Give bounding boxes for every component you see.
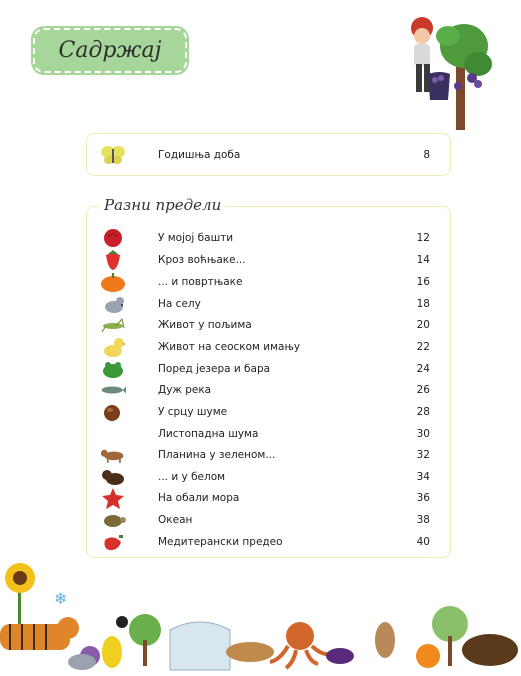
strawberry-icon	[100, 249, 126, 271]
toc-entry[interactable]	[100, 381, 430, 402]
mouse-icon	[68, 654, 96, 670]
toc-entry-page: 26	[416, 384, 430, 396]
pepper-icon	[100, 531, 126, 553]
bear-cub-icon	[100, 466, 126, 488]
toc-entry-label: Поред језера и бара	[158, 363, 271, 375]
toc-entry-label: Океан	[158, 514, 193, 526]
toc-entry-label: ... и у белом	[158, 471, 226, 483]
nature-footer-illustration	[0, 560, 521, 676]
frog-icon	[100, 358, 126, 380]
toc-entry-label: Листопадна шума	[158, 428, 259, 440]
toc-entry[interactable]	[100, 273, 430, 294]
toc-entry-label: Живот у пољима	[158, 319, 252, 331]
chestnut-icon	[100, 401, 126, 423]
spider-icon	[116, 616, 128, 628]
toc-entry[interactable]	[100, 446, 430, 467]
toc-entry-label: На обали мора	[158, 492, 240, 504]
toc-entry[interactable]	[100, 146, 430, 167]
toc-entry-page: 32	[416, 449, 430, 461]
toc-entry[interactable]	[100, 229, 430, 250]
toc-entry-page: 38	[416, 514, 430, 526]
toc-entry-page: 12	[416, 232, 430, 244]
toc-entry-label: У мојој башти	[158, 232, 234, 244]
toc-entry-page: 36	[416, 492, 430, 504]
toc-entry-label: Кроз воћњаке...	[158, 254, 246, 266]
toc-entry-page: 8	[423, 149, 430, 161]
toc-entry[interactable]	[100, 511, 430, 532]
lynx-icon	[100, 444, 126, 466]
banana-icon	[102, 636, 122, 668]
pumpkin-icon	[100, 271, 126, 293]
toc-entry[interactable]	[100, 425, 430, 446]
lynx-icon	[226, 642, 274, 662]
snowflake-icon: ❄	[54, 589, 68, 608]
section-title: Разни предели	[100, 196, 225, 214]
toc-entry-label: Медитерански предео	[158, 536, 283, 548]
bear-icon	[462, 634, 518, 666]
toc-entry-page: 20	[416, 319, 430, 331]
toc-entry-label: У срцу шуме	[158, 406, 228, 418]
toc-entry-page: 14	[416, 254, 430, 266]
toc-entry[interactable]	[100, 489, 430, 510]
fish-icon	[100, 379, 126, 401]
toc-entry-page: 24	[416, 363, 430, 375]
greenhouse-icon	[170, 622, 230, 670]
toc-entry[interactable]	[100, 338, 430, 359]
toc-entry-page: 22	[416, 341, 430, 353]
duckling-icon	[100, 336, 126, 358]
rose-icon	[100, 227, 126, 249]
orange-icon	[416, 644, 440, 668]
octopus-icon	[270, 622, 332, 668]
toc-entry-page: 18	[416, 298, 430, 310]
toc-entry[interactable]	[100, 251, 430, 272]
page-title-box	[33, 28, 187, 73]
eggplant-icon	[326, 648, 354, 664]
mouse-icon	[100, 293, 126, 315]
starfish-icon	[100, 487, 126, 509]
toc-entry-page: 16	[416, 276, 430, 288]
toc-entry[interactable]	[100, 295, 430, 316]
toc-entry[interactable]	[100, 360, 430, 381]
toc-entry-label: ... и повртњаке	[158, 276, 243, 288]
toc-entry-label: Дуж река	[158, 384, 212, 396]
toc-entry[interactable]	[100, 403, 430, 424]
toc-entry[interactable]	[100, 533, 430, 554]
toc-entry-label: Живот на сеоском имању	[158, 341, 301, 353]
farmer-picking-grapes-illustration	[388, 14, 492, 132]
toc-entry[interactable]	[100, 468, 430, 489]
butterfly-icon	[100, 144, 126, 166]
toc-entry[interactable]	[100, 316, 430, 337]
page-title: Садржај	[58, 38, 162, 63]
toc-entry-page: 30	[416, 428, 430, 440]
toc-entry-label: На селу	[158, 298, 201, 310]
turtle-icon	[100, 509, 126, 531]
grasshopper-icon	[100, 314, 126, 336]
tiger-icon	[0, 617, 79, 650]
kangaroo-icon	[375, 622, 395, 658]
toc-entry-page: 40	[416, 536, 430, 548]
toc-entry-page: 28	[416, 406, 430, 418]
toc-entry-label: Годишња доба	[158, 149, 241, 161]
toc-entry-page: 34	[416, 471, 430, 483]
toc-entry-label: Планина у зеленом...	[158, 449, 276, 461]
